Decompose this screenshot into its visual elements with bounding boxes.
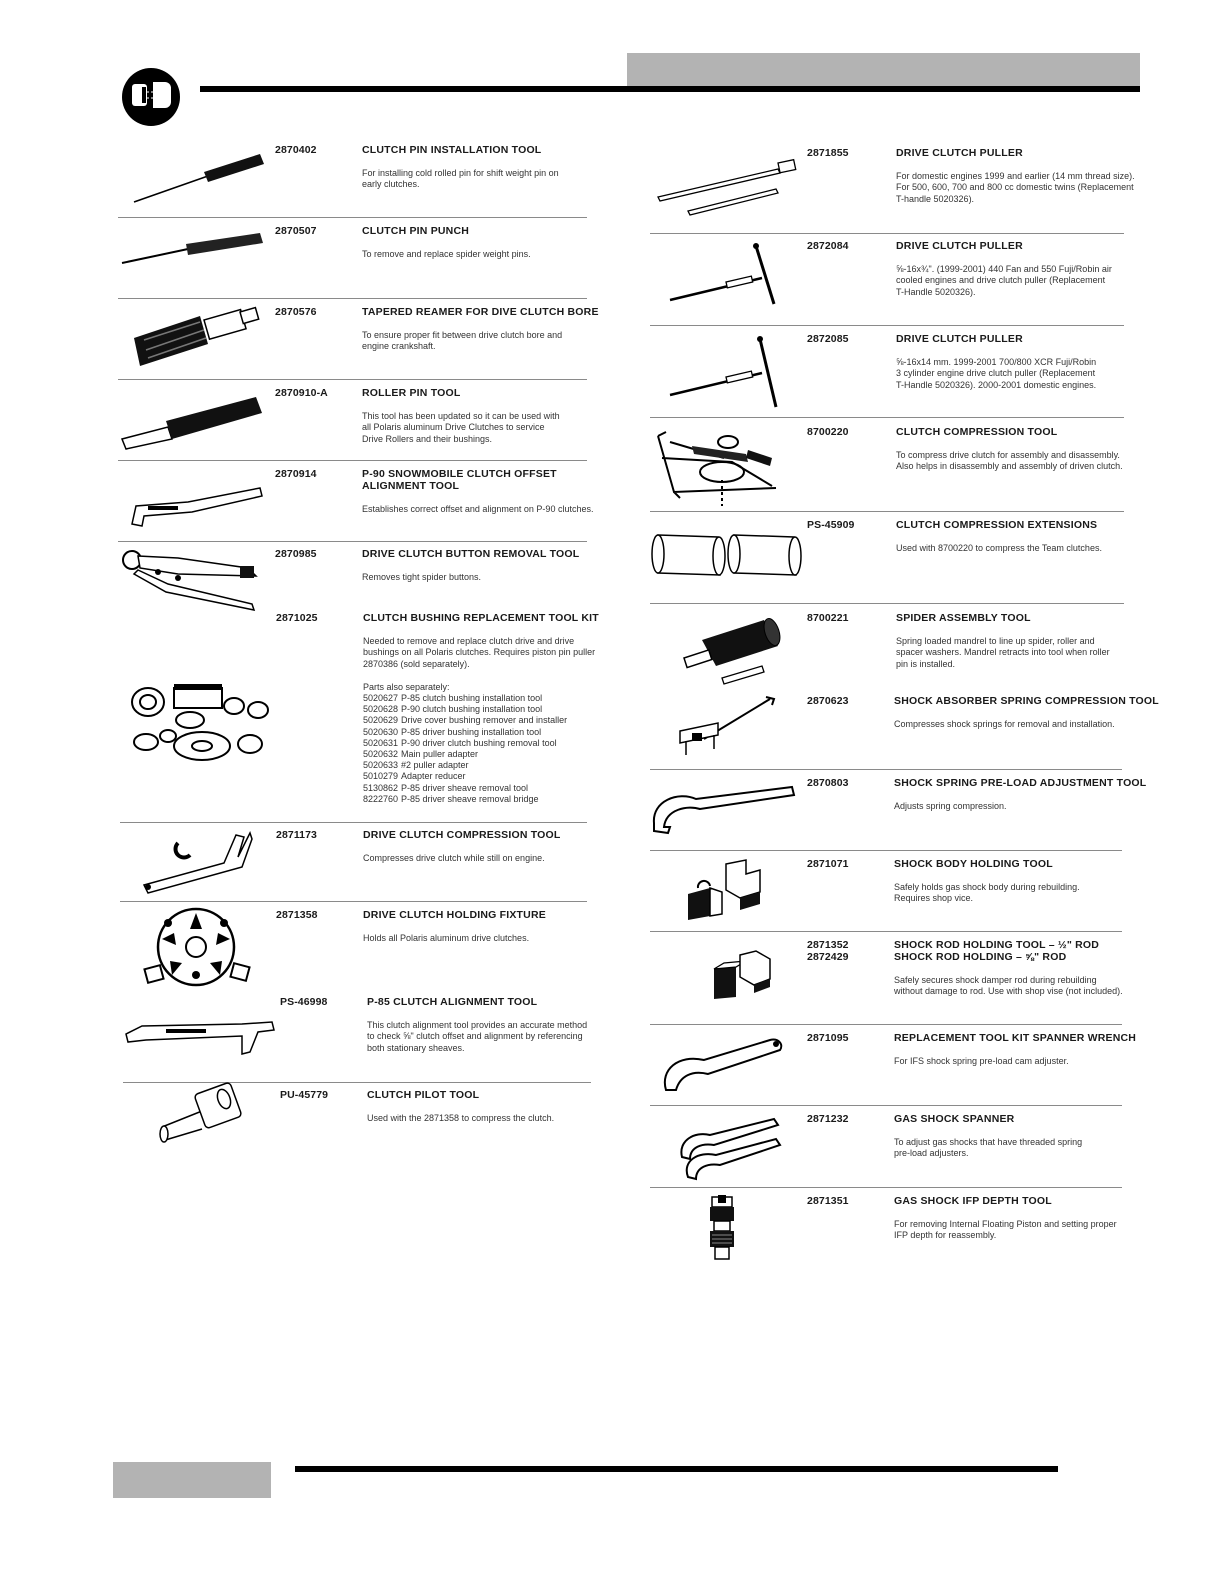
- part-number: 2871025: [276, 612, 318, 624]
- tool-title: SHOCK ROD HOLDING TOOL – ½" ROD SHOCK ROD HOLDING – ⅝" ROD: [894, 939, 1100, 963]
- tool-description: To remove and replace spider weight pins.: [362, 249, 531, 259]
- divider: [650, 511, 1124, 512]
- tool-title: CLUTCH COMPRESSION EXTENSIONS: [896, 519, 1098, 531]
- part-number: 2870914: [275, 468, 317, 480]
- divider: [650, 325, 1124, 326]
- divider: [118, 541, 587, 542]
- tool-description: For domestic engines 1999 and earlier (14 mm thread size). For 500, 600, 700 and 800 cc domestic twins (Replacement T-handle 5020326).: [896, 171, 1135, 204]
- bushing-kit-icon: [126, 680, 272, 766]
- parts-list-item: [363, 738, 557, 749]
- tool-description: Spring loaded mandrel to line up spider, roller and spacer washers. Mandrel retracts into tool when roller pin is installed.: [896, 636, 1110, 669]
- compression-frame-icon: [652, 428, 798, 508]
- parts-list-item: [363, 693, 542, 704]
- parts-list-item: [363, 715, 567, 726]
- divider: [650, 931, 1122, 932]
- tool-description: Used with 8700220 to compress the Team clutches.: [896, 543, 1102, 553]
- divider: [118, 460, 587, 461]
- locking-pliers-icon: [118, 548, 268, 610]
- tool-description: For installing cold rolled pin for shift weight pin on early clutches.: [362, 168, 559, 190]
- tool-description: Safely secures shock damper rod during rebuilding without damage to rod. Use with shop vise (not included).: [894, 975, 1123, 997]
- alignment-bar-icon: [122, 1018, 278, 1058]
- part-number: 2871352 2872429: [807, 939, 849, 963]
- t-handle-puller-icon: [666, 335, 796, 409]
- part-number: PS-45909: [807, 519, 855, 531]
- tool-title: CLUTCH PIN INSTALLATION TOOL: [362, 144, 542, 156]
- parts-item-number: 5130862: [363, 782, 399, 793]
- parts-heading: Parts also separately:: [363, 682, 450, 692]
- pin-installer-icon: [128, 150, 268, 210]
- tool-title: DRIVE CLUTCH BUTTON REMOVAL TOOL: [362, 548, 580, 560]
- part-number: PS-46998: [280, 996, 328, 1008]
- divider: [650, 1024, 1122, 1025]
- part-number: 2870576: [275, 306, 317, 318]
- part-number: 2872085: [807, 333, 849, 345]
- tool-description: For IFS shock spring pre-load cam adjuster.: [894, 1056, 1069, 1066]
- divider: [118, 298, 587, 299]
- tool-title: SHOCK BODY HOLDING TOOL: [894, 858, 1053, 870]
- parts-item-number: 5020632: [363, 749, 399, 759]
- tool-title: DRIVE CLUTCH COMPRESSION TOOL: [363, 829, 561, 841]
- tool-description: Establishes correct offset and alignment on P-90 clutches.: [362, 504, 594, 514]
- part-number: 2870803: [807, 777, 849, 789]
- tool-title: CLUTCH PIN PUNCH: [362, 225, 470, 237]
- divider: [650, 769, 1122, 770]
- part-number: PU-45779: [280, 1089, 329, 1101]
- spider-mandrel-icon: [668, 612, 788, 688]
- divider: [120, 901, 587, 902]
- rod-blocks-icon: [710, 949, 776, 1005]
- spring-compressor-icon: [674, 695, 784, 759]
- tool-title: DRIVE CLUTCH HOLDING FIXTURE: [363, 909, 546, 921]
- part-number: 2871095: [807, 1032, 849, 1044]
- footer-page-tab: [113, 1462, 271, 1498]
- part-number: 2871351: [807, 1195, 849, 1207]
- part-number: 2870910-A: [275, 387, 328, 399]
- divider: [118, 379, 587, 380]
- part-number: 8700221: [807, 612, 849, 624]
- part-number: 8700220: [807, 426, 849, 438]
- parts-item-description: Main puller adapter: [401, 749, 479, 759]
- parts-item-description: #2 puller adapter: [401, 760, 469, 771]
- parts-item-number: 5010279: [363, 771, 399, 782]
- tool-title: DRIVE CLUTCH PULLER: [896, 333, 1023, 345]
- parts-item-description: P-90 clutch bushing installation tool: [401, 704, 543, 715]
- tool-title: DRIVE CLUTCH PULLER: [896, 147, 1023, 159]
- ifp-depth-tool-icon: [702, 1195, 742, 1261]
- tool-title: CLUTCH BUSHING REPLACEMENT TOOL KIT: [363, 612, 599, 624]
- part-number: 2871232: [807, 1113, 849, 1125]
- part-number: 2871358: [276, 909, 318, 921]
- roller-pin-tool-icon: [118, 391, 268, 453]
- chapter-clutch-icon: [122, 68, 180, 126]
- tool-title: SHOCK ABSORBER SPRING COMPRESSION TOOL: [894, 695, 1159, 707]
- spanner-hook-icon: [648, 781, 798, 835]
- part-number: 2870402: [275, 144, 317, 156]
- parts-list-item: [363, 727, 541, 738]
- parts-list-item: [363, 794, 539, 805]
- parts-list-item: [363, 771, 466, 782]
- tool-description: To adjust gas shocks that have threaded spring pre-load adjusters.: [894, 1137, 1083, 1159]
- parts-item-number: 8222760: [363, 793, 399, 804]
- header-rule: [200, 86, 1140, 92]
- tool-title: GAS SHOCK IFP DEPTH TOOL: [894, 1195, 1052, 1207]
- tool-description: This tool has been updated so it can be used with all Polaris aluminum Drive Clutches to service Drive Rollers and their bushings.: [362, 411, 560, 444]
- divider: [650, 850, 1122, 851]
- divider: [650, 233, 1124, 234]
- tool-title: P-90 SNOWMOBILE CLUTCH OFFSET ALIGNMENT TOOL: [362, 468, 557, 492]
- tool-description: For removing Internal Floating Piston and setting proper IFP depth for reassembly.: [894, 1219, 1117, 1241]
- tool-description: This clutch alignment tool provides an accurate method to check ⅝" clutch offset and alignment by referencing both stationary sheaves.: [367, 1020, 588, 1053]
- tool-title: SHOCK SPRING PRE-LOAD ADJUSTMENT TOOL: [894, 777, 1147, 789]
- footer-rule: [295, 1466, 1058, 1472]
- tool-description: Safely holds gas shock body during rebuilding. Requires shop vice.: [894, 882, 1080, 904]
- pin-punch-icon: [118, 231, 268, 271]
- tool-description: Needed to remove and replace clutch drive and drive bushings on all Polaris clutches. Requires piston pin puller 2870386 (sold separately).: [363, 636, 596, 669]
- tapered-reamer-icon: [130, 308, 270, 370]
- divider: [118, 217, 587, 218]
- puller-rod-icon: [654, 157, 800, 217]
- tool-description: Adjusts spring compression.: [894, 801, 1007, 811]
- tool-description: ⅝-16x¾". (1999-2001) 440 Fan and 550 Fuji/Robin air cooled engines and drive clutch puller (Replacement T-Handle 5020326).: [896, 264, 1112, 297]
- parts-item-description: P-90 driver clutch bushing removal tool: [401, 737, 557, 748]
- parts-list-item: [363, 704, 542, 715]
- tool-title: P-85 CLUTCH ALIGNMENT TOOL: [367, 996, 538, 1008]
- tool-description: Removes tight spider buttons.: [362, 572, 482, 582]
- tool-title: TAPERED REAMER FOR DIVE CLUTCH BORE: [362, 306, 599, 318]
- offset-alignment-tool-icon: [128, 476, 268, 532]
- tool-description: Compresses drive clutch while still on engine.: [363, 853, 545, 863]
- tool-description: Holds all Polaris aluminum drive clutches.: [363, 933, 530, 943]
- parts-item-number: 5020630: [363, 726, 399, 737]
- tool-description: To compress drive clutch for assembly and disassembly. Also helps in disassembly and assembly of driven clutch.: [896, 450, 1123, 472]
- pilot-tool-icon: [158, 1089, 240, 1149]
- divider: [120, 822, 587, 823]
- header-tab: [627, 53, 1140, 87]
- tool-title: DRIVE CLUTCH PULLER: [896, 240, 1023, 252]
- parts-item-description: P-85 driver sheave removal tool: [401, 782, 529, 793]
- part-number: 2870507: [275, 225, 317, 237]
- parts-item-number: 5020629: [363, 715, 399, 726]
- tool-title: SPIDER ASSEMBLY TOOL: [896, 612, 1031, 624]
- divider: [123, 1082, 591, 1083]
- parts-item-number: 5020631: [363, 737, 399, 748]
- holding-fixture-icon: [142, 909, 262, 991]
- tool-description: To ensure proper fit between drive clutch bore and engine crankshaft.: [362, 330, 563, 352]
- part-number: 2871071: [807, 858, 849, 870]
- parts-item-number: 5020627: [363, 693, 399, 703]
- parts-list-item: [363, 783, 528, 794]
- part-number: 2870985: [275, 548, 317, 560]
- tool-description: Compresses shock springs for removal and installation.: [894, 719, 1115, 729]
- divider: [650, 1105, 1122, 1106]
- divider: [650, 1187, 1122, 1188]
- tool-title: ROLLER PIN TOOL: [362, 387, 461, 399]
- part-number: 2870623: [807, 695, 849, 707]
- tool-description: ⅝-16x14 mm. 1999-2001 700/800 XCR Fuji/Robin 3 cylinder engine drive clutch puller (Replacement T-Handle 5020326). 2000-2001 domestic engines.: [896, 357, 1097, 390]
- tool-description: Used with the 2871358 to compress the clutch.: [367, 1113, 555, 1123]
- part-number: 2872084: [807, 240, 849, 252]
- spanner-wrench-icon: [658, 1034, 792, 1096]
- tool-title: REPLACEMENT TOOL KIT SPANNER WRENCH: [894, 1032, 1137, 1044]
- tool-title: CLUTCH PILOT TOOL: [367, 1089, 480, 1101]
- extension-tubes-icon: [648, 531, 804, 581]
- parts-item-number: 5020633: [363, 760, 399, 771]
- parts-list-item: [363, 760, 469, 771]
- parts-list-item: [363, 749, 478, 760]
- tool-title: GAS SHOCK SPANNER: [894, 1113, 1015, 1125]
- part-number: 2871173: [276, 829, 317, 841]
- divider: [650, 417, 1124, 418]
- compression-tool-icon: [138, 829, 270, 895]
- divider: [650, 603, 1124, 604]
- part-number: 2871855: [807, 147, 849, 159]
- parts-item-number: 5020628: [363, 704, 399, 715]
- parts-item-description: P-85 driver bushing installation tool: [401, 726, 542, 737]
- parts-item-description: P-85 clutch bushing installation tool: [401, 693, 543, 703]
- parts-item-description: Drive cover bushing remover and installer: [401, 715, 568, 726]
- parts-item-description: P-85 driver sheave removal bridge: [401, 793, 539, 804]
- tool-title: CLUTCH COMPRESSION TOOL: [896, 426, 1058, 438]
- vise-blocks-icon: [684, 858, 784, 924]
- t-handle-puller-icon: [666, 242, 796, 312]
- double-spanner-icon: [676, 1115, 788, 1183]
- parts-item-description: Adapter reducer: [401, 771, 466, 782]
